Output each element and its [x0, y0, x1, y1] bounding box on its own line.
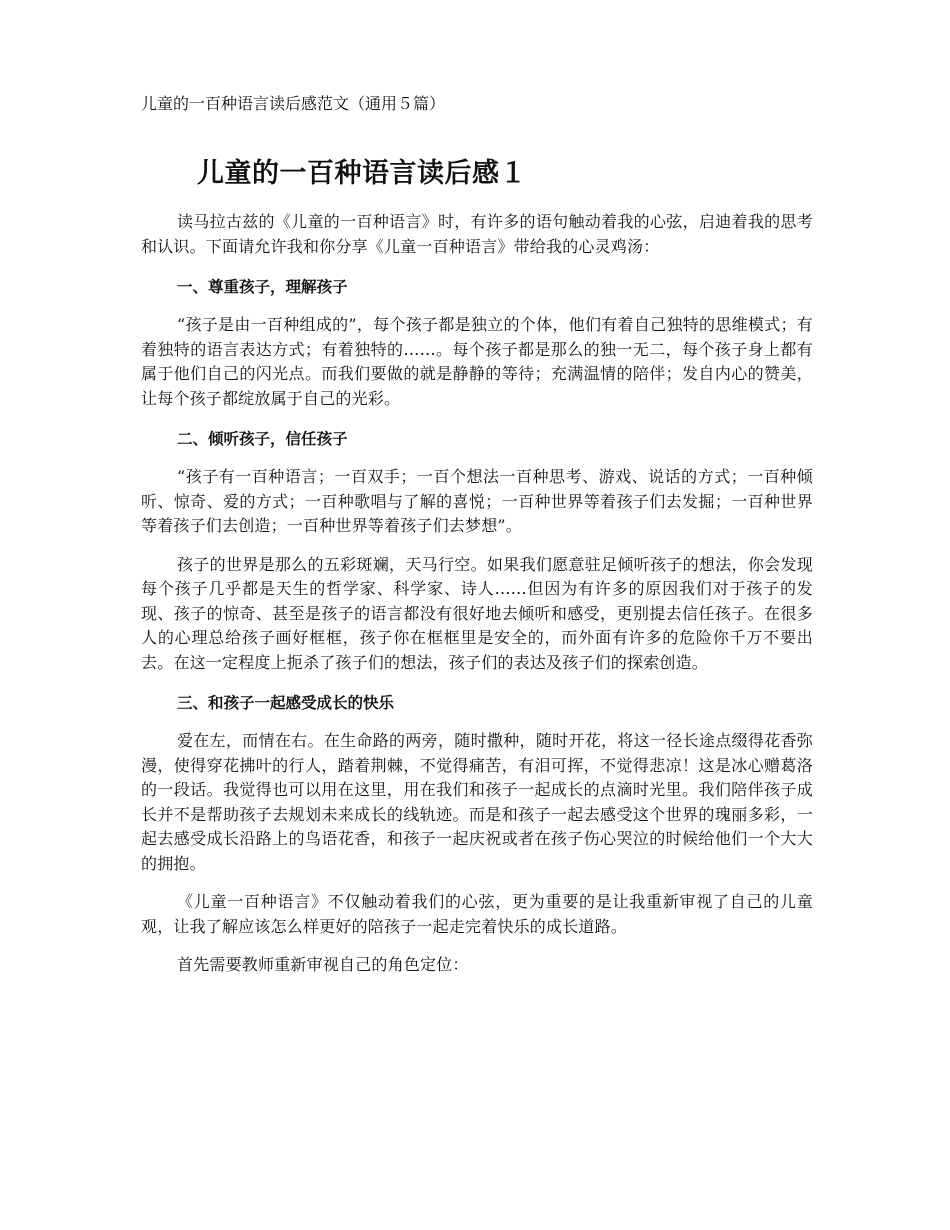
- section-1-title: 一、尊重孩子，理解孩子: [177, 277, 348, 296]
- document-title: 儿童的一百种语言读后感范文（通用５篇）: [141, 94, 446, 113]
- section-3-title: 三、和孩子一起感受成长的快乐: [177, 693, 395, 712]
- intro-paragraph: 读马拉古兹的《儿童的一百种语言》时，有许多的语句触动着我的心弦，启迪着我的思考和认识。下面请允许我和你分享《儿童一百种语言》带给我的心灵鸡汤：: [141, 212, 813, 256]
- section-2-title: 二、倾听孩子，信任孩子: [177, 429, 348, 448]
- section-3-paragraph-2: 《儿童一百种语言》不仅触动着我们的心弦，更为重要的是让我重新审视了自己的儿童观，让我了解应该怎么样更好的陪孩子一起走完着快乐的成长道路。: [141, 892, 813, 936]
- document-page: [141, 92, 813, 978]
- main-heading: 儿童的一百种语言读后感１: [197, 158, 527, 189]
- section-2-paragraph-2: 孩子的世界是那么的五彩斑斓，天马行空。如果我们愿意驻足倾听孩子的想法，你会发现每个孩子几乎都是天生的哲学家、科学家、诗人……但因为有许多的原因我们对于孩子的发现、孩子的惊奇、甚至是孩子的语言都没有很好地去倾听和感受，更别提去信任孩子。在很多人的心理总给孩子画好框框，孩子你在框框里是安全的，而外面有许多的危险你千万不要出去。在这一定程度上扼杀了孩子们的想法，孩子们的表达及孩子们的探索创造。: [141, 554, 813, 672]
- section-3-paragraph-3: 首先需要教师重新审视自己的角色定位：: [177, 955, 469, 974]
- section-2-paragraph-1: “孩子有一百种语言；一百双手；一百个想法一百种思考、游戏、说话的方式；一百种倾听、惊奇、爱的方式；一百种歌唱与了解的喜悦；一百种世界等着孩子们去发掘；一百种世界等着孩子们去创造；一百种世界等着孩子们去梦想”。: [141, 467, 813, 535]
- section-1-paragraph: “孩子是由一百种组成的”，每个孩子都是独立的个体，他们有着自己独特的思维模式；有着独特的语言表达方式；有着独特的……。每个孩子都是那么的独一无二，每个孩子身上都有属于他们自己的闪光点。而我们要做的就是静静的等待；充满温情的陪伴；发自内心的赞美，让每个孩子都绽放属于自己的光彩。: [141, 315, 813, 408]
- section-3-paragraph-1: 爱在左，而情在右。在生命路的两旁，随时撒种，随时开花，将这一径长途点缀得花香弥漫，使得穿花拂叶的行人，踏着荆棘，不觉得痛苦，有泪可挥，不觉得悲凉！这是冰心赠葛洛的一段话。我觉得也可以用在这里，用在我们和孩子一起成长的点滴时光里。我们陪伴孩子成长并不是帮助孩子去规划未来成长的线轨迹。而是和孩子一起去感受这个世界的瑰丽多彩，一起去感受成长沿路上的鸟语花香，和孩子一起庆祝或者在孩子伤心哭泣的时候给他们一个大大的拥抱。: [141, 731, 813, 873]
